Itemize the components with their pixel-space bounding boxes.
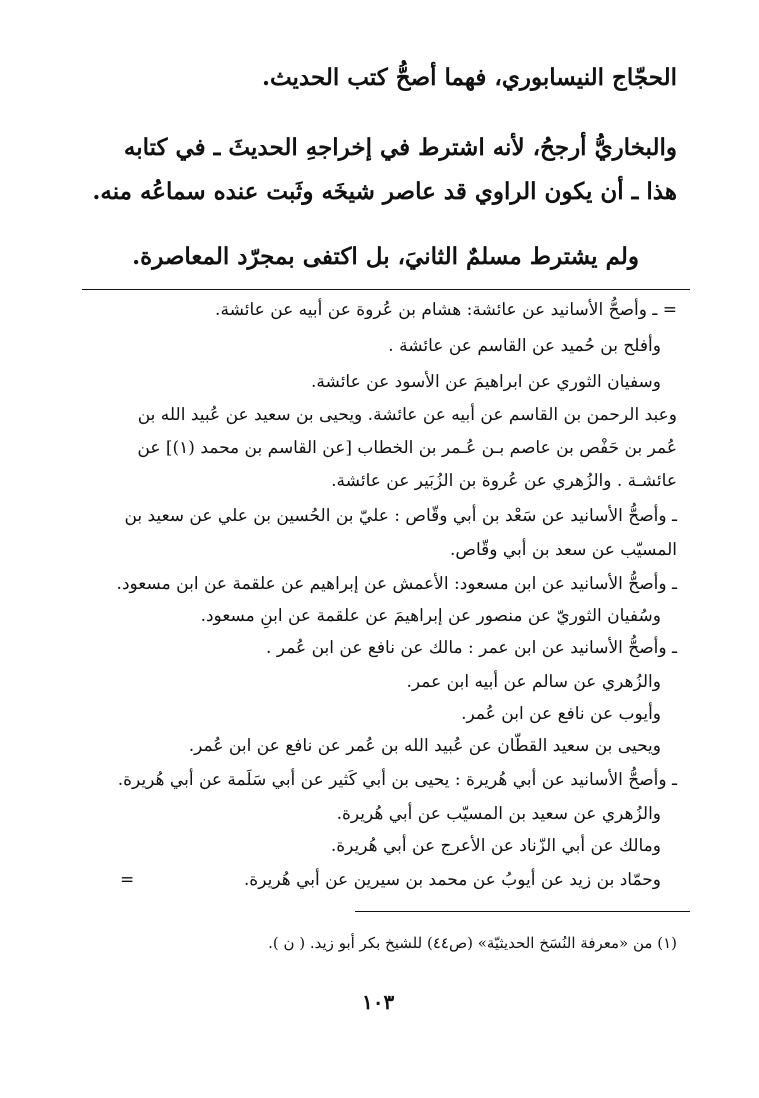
note-line: = ـ وأصحُّ الأسانيد عن عائشة: هشام بن عُروة عن أبيه عن عائشة. (215, 300, 677, 320)
note-line: ـ وأصحُّ الأسانيد عن ابن عمر : مالك عن نافع عن ابن عُمر . (266, 638, 677, 658)
note-line: وأفلح بن حُميد عن القاسم عن عائشة . (388, 336, 661, 356)
note-line: ومالك عن أبي الزّناد عن الأعرج عن أبي هُريرة. (330, 836, 661, 856)
note-line: ـ وأصحُّ الأسانيد عن ابن مسعود: الأعمش عن إبراهيم عن علقمة عن ابن مسعود. (116, 574, 677, 594)
note-line: وسُفيان الثوريّ عن منصور عن إبراهيمَ عن علقمة عن ابنِ مسعود. (200, 606, 661, 626)
main-paragraph-line-3: هذا ـ أن يكون الراوي قد عاصر شيخَه وثَبت عنده سماعُه منه. (92, 178, 677, 205)
page-number: ١٠٣ (362, 990, 395, 1014)
main-paragraph-line-2: والبخاريُّ أرجحُ، لأنه اشترط في إخراجهِ الحديثَ ـ في كتابه (123, 134, 677, 161)
main-paragraph-line-1: الحجّاج النيسابوري، فهما أصحُّ كتب الحديث. (261, 64, 677, 91)
continuation-mark: = (120, 870, 135, 890)
note-line: ويحيى بن سعيد القطّان عن عُبيد الله بن عُمر عن نافع عن ابن عُمر. (188, 736, 661, 756)
footnote: (١) من «معرفة النُسَخ الحديثيّة» (ص٤٤) للشيخ بكر أبو زيد. ( ن ). (268, 934, 677, 952)
note-line: وحمّاد بن زيد عن أيوبُ عن محمد بن سيرين عن أبي هُريرة. (243, 870, 661, 890)
note-line: المسيّب عن سعد بن أبي وقّاص. (450, 540, 677, 560)
notes-separator-rule (82, 289, 690, 290)
note-line: عُمر بن حَفْص بن عاصم بـن عُـمر بن الخطاب [عن القاسم بن محمد (١)] عن (137, 438, 677, 458)
note-line: وأيوب عن نافع عن ابن عُمر. (461, 704, 661, 724)
footnote-separator-rule (355, 911, 690, 912)
note-line: والزُهري عن سالم عن أبيه ابن عمر. (406, 672, 661, 692)
note-line: وعبد الرحمن بن القاسم عن أبيه عن عائشة. ويحيى بن سعيد عن عُبيد الله بن (137, 405, 677, 425)
note-line: عائشـة . والزُهري عن عُروة بن الزُبَير عن عائشة. (331, 471, 677, 491)
note-line: وسفيان الثوري عن ابراهيمَ عن الأسود عن عائشة. (311, 372, 661, 392)
note-line: ـ وأصحُّ الأسانيد عن أبي هُريرة : يحيى بن أبي كَثير عن أبي سَلَمة عن أبي هُريرة. (117, 770, 677, 790)
note-line: والزُهري عن سعيد بن المسيّب عن أبي هُريرة. (336, 804, 661, 824)
main-paragraph-line-4: ولم يشترط مسلمٌ الثانيَ، بل اكتفى بمجرّد المعاصرة. (132, 243, 639, 270)
note-line: ـ وأصحُّ الأسانيد عن سَعْد بن أبي وقّاص : عليّ بن الحُسين بن علي عن سعيد بن (124, 506, 677, 526)
